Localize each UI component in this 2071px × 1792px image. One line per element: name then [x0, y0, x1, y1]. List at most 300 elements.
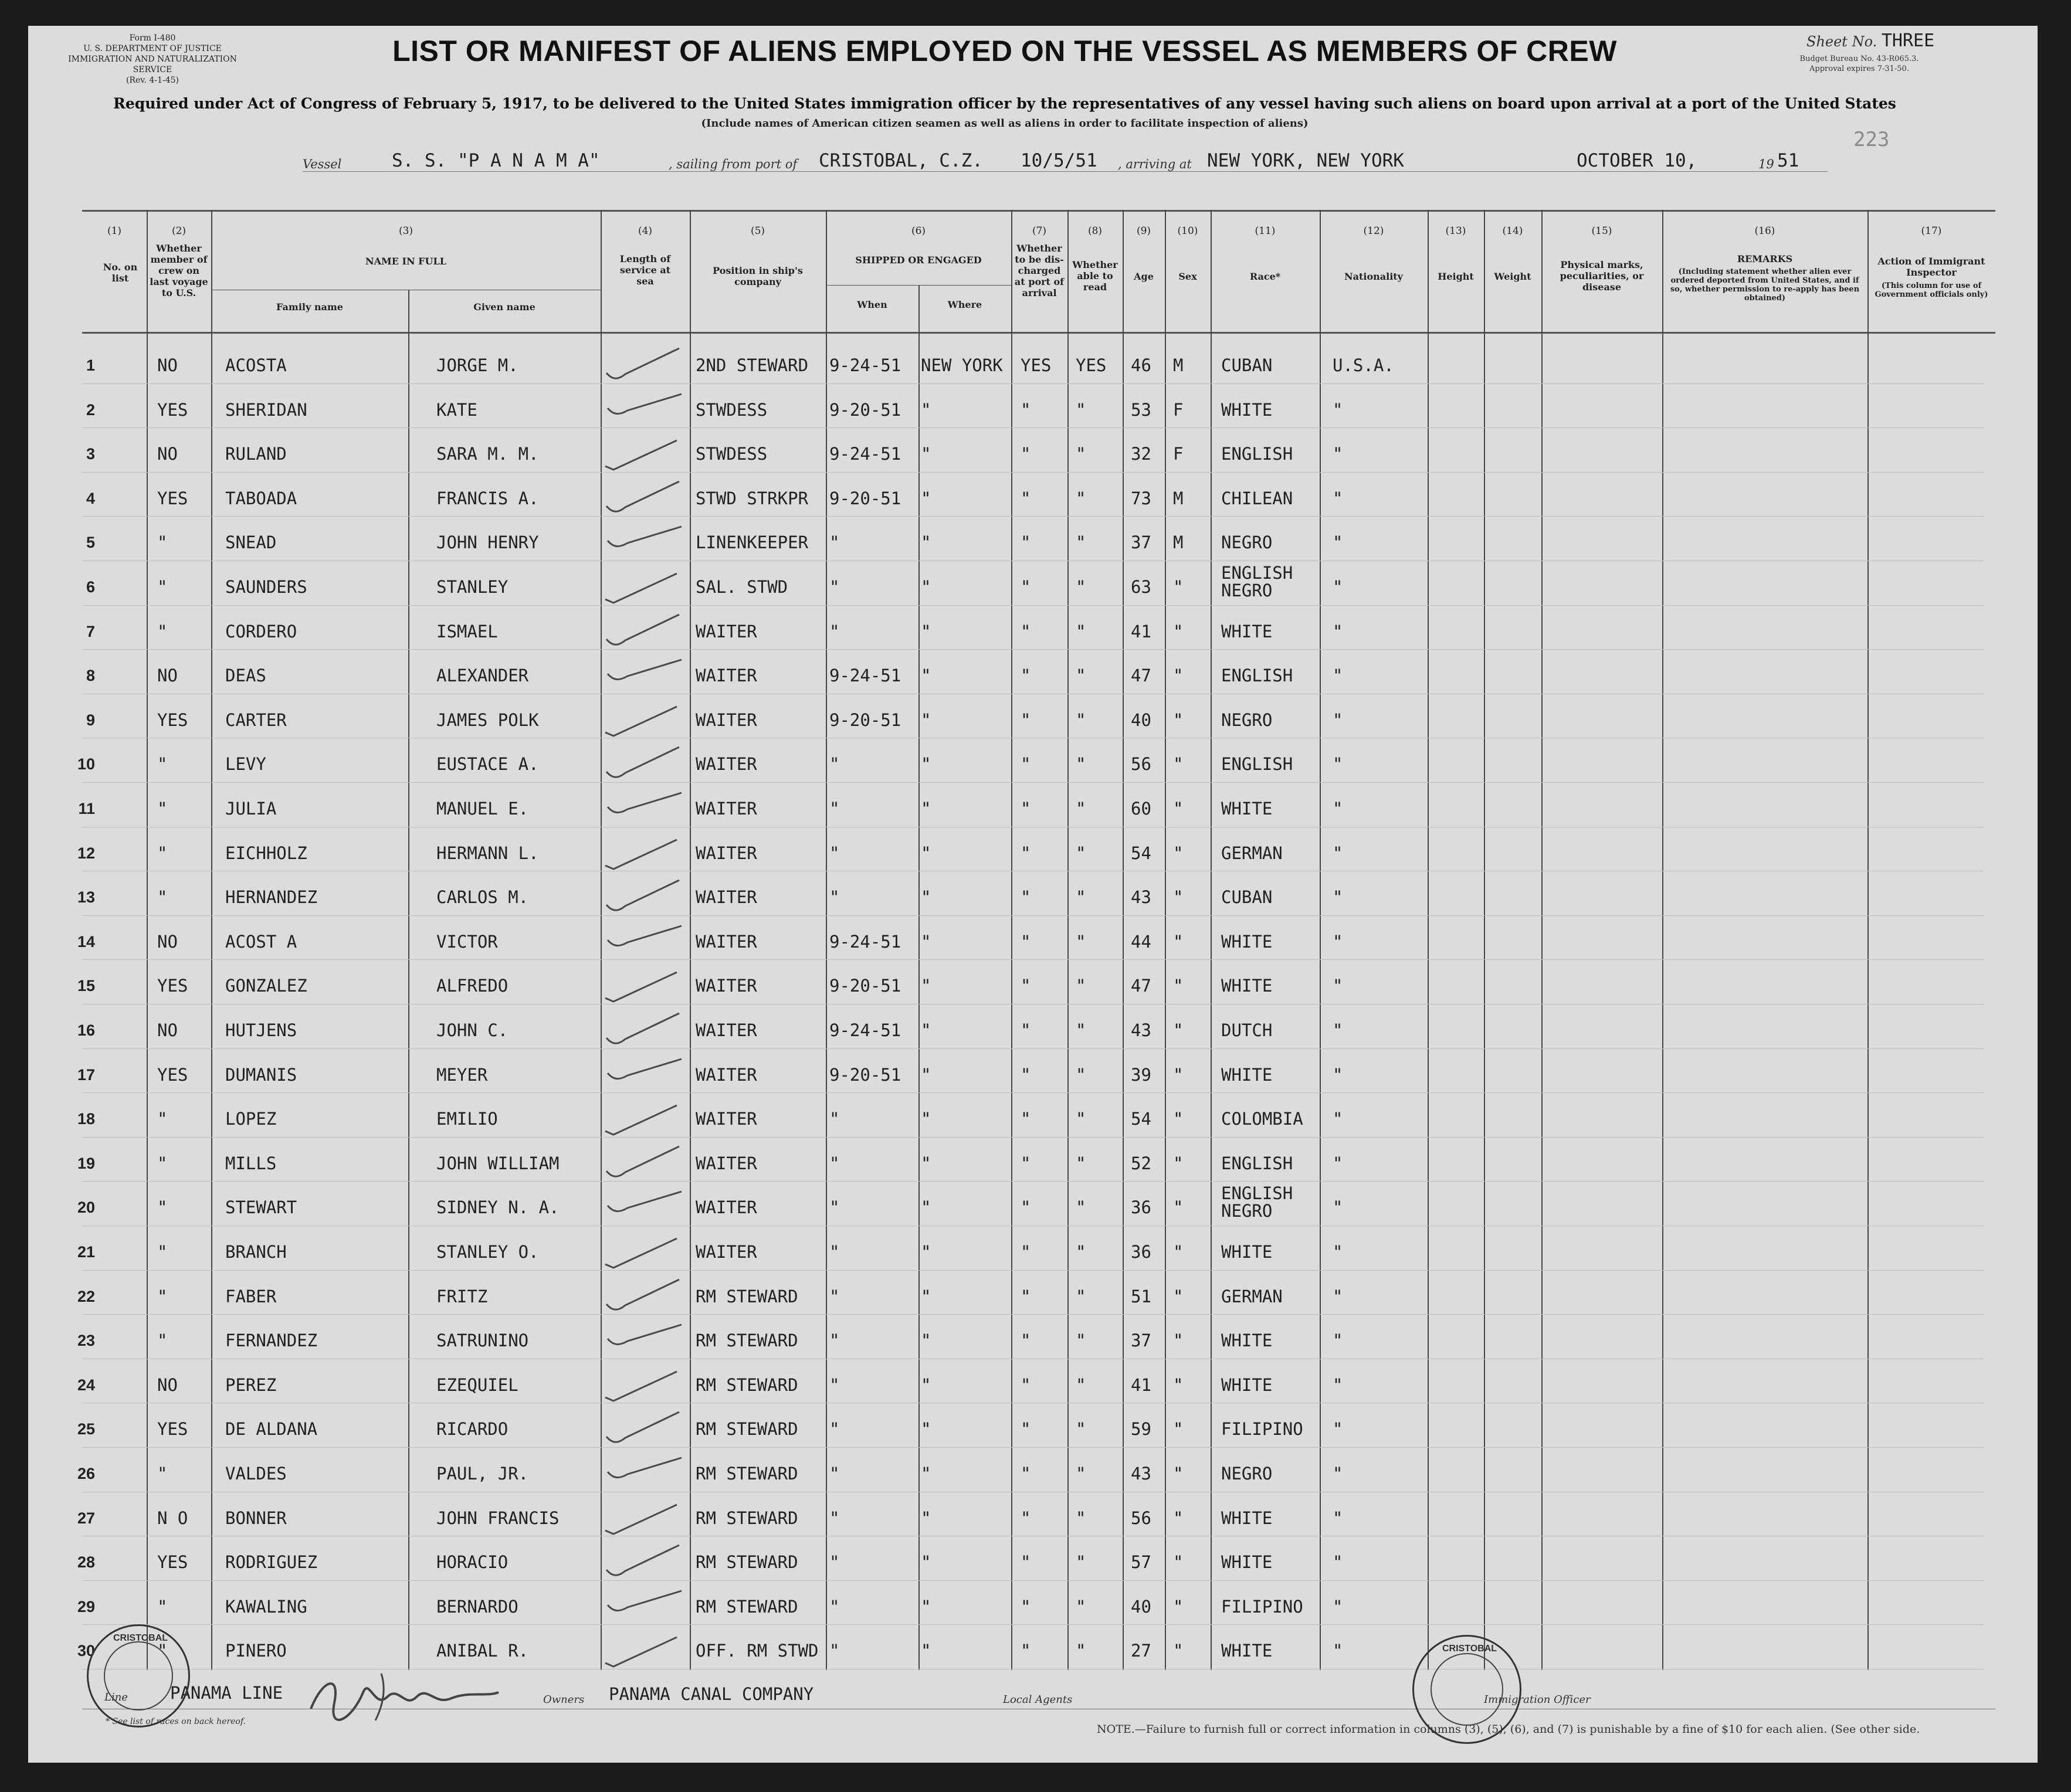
- cell-age: 37: [1131, 1331, 1151, 1351]
- arriving-label: , arriving at: [1118, 157, 1192, 171]
- column-divider: [408, 290, 409, 1670]
- row-number: 26: [77, 1465, 95, 1482]
- cell-read: ": [1076, 1374, 1086, 1395]
- local-agents-label: Local Agents: [1003, 1693, 1073, 1706]
- cell-nationality: ": [1333, 1508, 1343, 1528]
- cell-race: WHITE: [1221, 1508, 1273, 1528]
- col-1-header: No. on list: [103, 262, 138, 284]
- cell-discharged: ": [1021, 1331, 1031, 1351]
- col-16-header: REMARKS: [1737, 253, 1793, 264]
- owners-value: PANAMA CANAL COMPANY: [609, 1684, 814, 1704]
- fine-note: NOTE.—Failure to furnish full or correct information in columns (3), (5), (6), and (7) is punishable by a fine of $10 for each alien. (See other side.: [1097, 1723, 1920, 1736]
- cell-age: 54: [1131, 843, 1151, 863]
- row-number: 19: [77, 1154, 95, 1172]
- cell-nationality: ": [1333, 1286, 1343, 1306]
- cell-discharged: ": [1021, 1020, 1031, 1040]
- vessel-label: Vessel: [303, 157, 342, 171]
- cell-position: RM STEWARD: [696, 1508, 798, 1528]
- cell-sex: ": [1173, 666, 1184, 686]
- check-mark-icon: [602, 1009, 690, 1050]
- cell-nationality: ": [1333, 1641, 1343, 1661]
- cell-position: WAITER: [696, 710, 757, 730]
- cell-family: FERNANDEZ: [225, 1331, 318, 1351]
- cell-nationality: ": [1333, 1153, 1343, 1173]
- cell-discharged: ": [1021, 1641, 1031, 1661]
- cell-sex: ": [1173, 1064, 1184, 1085]
- cell-race: ENGLISH NEGRO: [1221, 563, 1293, 600]
- cell-when: ": [829, 1419, 840, 1440]
- check-mark-icon: [602, 1585, 690, 1626]
- cell-sex: ": [1173, 621, 1184, 642]
- cell-position: WAITER: [696, 1153, 757, 1173]
- cell-position: RM STEWARD: [696, 1331, 798, 1351]
- row-rule: [82, 427, 1984, 428]
- arrival-date: OCTOBER 10,: [1577, 150, 1697, 171]
- cell-given: ISMAEL: [436, 621, 498, 642]
- cell-read: ": [1076, 666, 1086, 686]
- row-rule: [82, 383, 1984, 384]
- cell-prev: YES: [157, 976, 188, 996]
- col-9-number: (9): [1136, 225, 1151, 237]
- col-16-number: (16): [1754, 225, 1775, 237]
- cell-race: GERMAN: [1221, 843, 1283, 863]
- cell-race: CUBAN: [1221, 887, 1273, 908]
- cell-race: CUBAN: [1221, 355, 1273, 375]
- budget-bureau-note: Budget Bureau No. 43-R065.3. Approval expires 7-31-50.: [1799, 55, 1919, 73]
- row-rule: [82, 1270, 1984, 1271]
- row-number: 27: [77, 1509, 95, 1527]
- sailing-port: CRISTOBAL, C.Z.: [819, 150, 983, 171]
- row-number: 4: [86, 489, 95, 507]
- cell-family: DEAS: [225, 666, 266, 686]
- cell-given: PAUL, JR.: [436, 1464, 529, 1484]
- cell-read: ": [1076, 1153, 1086, 1173]
- cell-discharged: ": [1021, 887, 1031, 908]
- cell-position: SAL. STWD: [696, 577, 788, 597]
- cell-discharged: ": [1021, 1064, 1031, 1085]
- cell-age: 73: [1131, 488, 1151, 508]
- cell-when: ": [829, 1242, 840, 1262]
- cell-race: CHILEAN: [1221, 488, 1293, 508]
- include-note: (Include names of American citizen seamen as well as aliens in order to facilitate inspection of aliens): [701, 117, 1309, 130]
- cell-given: EZEQUIEL: [436, 1374, 518, 1395]
- cell-family: DE ALDANA: [225, 1419, 318, 1440]
- row-number: 2: [86, 401, 95, 419]
- cell-given: BERNARDO: [436, 1596, 518, 1617]
- cell-discharged: ": [1021, 1596, 1031, 1617]
- cell-discharged: ": [1021, 799, 1031, 819]
- cell-when: ": [829, 754, 840, 775]
- col-11-header: Race*: [1249, 271, 1281, 282]
- row-rule: [82, 1580, 1984, 1581]
- cell-prev: YES: [157, 488, 188, 508]
- row-rule: [82, 959, 1984, 960]
- col-5-header: Position in ship's company: [713, 265, 803, 287]
- cell-position: WAITER: [696, 1197, 757, 1218]
- cell-nationality: ": [1333, 799, 1343, 819]
- cell-nationality: ": [1333, 488, 1343, 508]
- cell-age: 40: [1131, 1596, 1151, 1617]
- cell-discharged: ": [1021, 577, 1031, 597]
- cell-when: ": [829, 1464, 840, 1484]
- cell-position: RM STEWARD: [696, 1286, 798, 1306]
- column-divider: [1067, 210, 1069, 1670]
- cell-sex: F: [1173, 399, 1184, 420]
- cell-discharged: ": [1021, 931, 1031, 952]
- cell-given: JOHN WILLIAM: [436, 1153, 560, 1173]
- column-divider: [690, 210, 691, 1670]
- cell-when: ": [829, 1641, 840, 1661]
- cell-given: SIDNEY N. A.: [436, 1197, 560, 1218]
- cell-nationality: U.S.A.: [1333, 355, 1394, 375]
- column-divider: [1484, 210, 1485, 1670]
- col-3a-header: Family name: [276, 301, 343, 313]
- cell-where: ": [921, 799, 931, 819]
- check-mark-icon: [602, 831, 690, 873]
- cell-given: JORGE M.: [436, 355, 518, 375]
- col-6b-header: Where: [947, 299, 982, 310]
- col-13-header: Height: [1438, 271, 1474, 282]
- column-divider: [1662, 210, 1663, 1670]
- cell-where: ": [921, 1020, 931, 1040]
- cell-nationality: ": [1333, 931, 1343, 952]
- cell-when: ": [829, 1552, 840, 1573]
- check-mark-icon: [602, 565, 690, 606]
- cell-family: SHERIDAN: [225, 399, 307, 420]
- cell-nationality: ": [1333, 976, 1343, 996]
- cell-given: SARA M. M.: [436, 444, 539, 464]
- cell-age: 56: [1131, 754, 1151, 775]
- row-number: 16: [77, 1021, 95, 1039]
- row-number: 24: [77, 1376, 95, 1394]
- check-mark-icon: [602, 920, 690, 961]
- cell-family: CORDERO: [225, 621, 297, 642]
- cell-nationality: ": [1333, 1596, 1343, 1617]
- row-number: 5: [86, 534, 95, 552]
- cell-position: STWDESS: [696, 444, 768, 464]
- cell-race: NEGRO: [1221, 710, 1273, 730]
- year-suffix: 51: [1777, 150, 1799, 171]
- vessel-name: S. S. "P A N A M A": [392, 150, 600, 171]
- row-number: 18: [77, 1110, 95, 1128]
- cell-given: VICTOR: [436, 931, 498, 952]
- cell-position: WAITER: [696, 1242, 757, 1262]
- cell-sex: ": [1173, 1552, 1184, 1573]
- cell-when: ": [829, 1286, 840, 1306]
- cell-read: ": [1076, 1331, 1086, 1351]
- sailing-label: , sailing from port of: [669, 157, 798, 171]
- col-8-number: (8): [1087, 225, 1103, 237]
- cell-given: RICARDO: [436, 1419, 509, 1440]
- check-mark-icon: [602, 432, 690, 473]
- cell-read: ": [1076, 799, 1086, 819]
- cell-nationality: ": [1333, 532, 1343, 553]
- cell-where: ": [921, 887, 931, 908]
- check-mark-icon: [602, 1540, 690, 1581]
- cell-when: ": [829, 843, 840, 863]
- col-10-header: Sex: [1178, 271, 1197, 282]
- col-6-number: (6): [911, 225, 926, 237]
- cell-age: 32: [1131, 444, 1151, 464]
- cell-nationality: ": [1333, 399, 1343, 420]
- cell-race: WHITE: [1221, 976, 1273, 996]
- col-4-header: Length of service at sea: [619, 253, 671, 287]
- cell-family: VALDES: [225, 1464, 287, 1484]
- column-divider: [1123, 210, 1124, 1670]
- row-number: 25: [77, 1420, 95, 1438]
- cell-age: 44: [1131, 931, 1151, 952]
- cell-family: BONNER: [225, 1508, 287, 1528]
- cell-nationality: ": [1333, 754, 1343, 775]
- cell-nationality: ": [1333, 1064, 1343, 1085]
- col-8-header: Whether able to read: [1072, 259, 1118, 293]
- cell-where: ": [921, 1552, 931, 1573]
- cell-position: WAITER: [696, 666, 757, 686]
- check-mark-icon: [602, 1053, 690, 1094]
- cell-race: ENGLISH: [1221, 444, 1293, 464]
- check-mark-icon: [602, 742, 690, 783]
- cell-race: WHITE: [1221, 1552, 1273, 1573]
- row-number: 11: [78, 800, 95, 817]
- cell-when: ": [829, 1374, 840, 1395]
- cell-race: WHITE: [1221, 621, 1273, 642]
- row-rule: [82, 649, 1984, 650]
- cell-when: 9-24-51: [829, 931, 901, 952]
- cell-when: ": [829, 1596, 840, 1617]
- cell-when: ": [829, 799, 840, 819]
- cell-given: FRITZ: [436, 1286, 488, 1306]
- cell-race: WHITE: [1221, 931, 1273, 952]
- cell-sex: M: [1173, 355, 1184, 375]
- cell-position: WAITER: [696, 931, 757, 952]
- cell-family: RULAND: [225, 444, 287, 464]
- cell-position: WAITER: [696, 754, 757, 775]
- cell-prev: ": [157, 1286, 168, 1306]
- row-rule: [82, 782, 1984, 783]
- cell-discharged: ": [1021, 488, 1031, 508]
- column-divider: [1320, 210, 1321, 1670]
- cell-race: COLOMBIA: [1221, 1109, 1303, 1129]
- column-divider: [147, 210, 148, 1670]
- cell-race: WHITE: [1221, 399, 1273, 420]
- cell-race: WHITE: [1221, 799, 1273, 819]
- cell-prev: ": [157, 799, 168, 819]
- row-number: 7: [86, 622, 95, 640]
- cell-where: ": [921, 1331, 931, 1351]
- cell-age: 43: [1131, 1020, 1151, 1040]
- cell-prev: NO: [157, 1374, 178, 1395]
- cell-where: ": [921, 1419, 931, 1440]
- cell-nationality: ": [1333, 1464, 1343, 1484]
- cell-nationality: ": [1333, 444, 1343, 464]
- cell-age: 51: [1131, 1286, 1151, 1306]
- cell-prev: ": [157, 1242, 168, 1262]
- cell-discharged: ": [1021, 843, 1031, 863]
- cell-read: ": [1076, 843, 1086, 863]
- row-rule: [82, 516, 1984, 517]
- cell-sex: ": [1173, 710, 1184, 730]
- row-rule: [82, 1181, 1984, 1182]
- cell-position: WAITER: [696, 887, 757, 908]
- cell-where: ": [921, 532, 931, 553]
- port-stamp-right: CRISTOBAL: [1412, 1635, 1521, 1744]
- cell-age: 36: [1131, 1242, 1151, 1262]
- cell-race: NEGRO: [1221, 532, 1273, 553]
- cell-prev: ": [157, 621, 168, 642]
- line-label: Line: [104, 1691, 128, 1703]
- cell-position: STWDESS: [696, 399, 768, 420]
- cell-given: ANIBAL R.: [436, 1641, 529, 1661]
- cell-discharged: ": [1021, 1419, 1031, 1440]
- row-number: 9: [86, 711, 95, 729]
- cell-family: HUTJENS: [225, 1020, 297, 1040]
- cell-nationality: ": [1333, 1331, 1343, 1351]
- col-5-number: (5): [750, 225, 765, 237]
- check-mark-icon: [602, 344, 690, 385]
- cell-given: MEYER: [436, 1064, 488, 1085]
- col-6a-header: When: [857, 299, 887, 310]
- cell-when: ": [829, 1331, 840, 1351]
- cell-nationality: ": [1333, 1020, 1343, 1040]
- check-mark-icon: [602, 1363, 690, 1404]
- cell-sex: ": [1173, 1374, 1184, 1395]
- check-mark-icon: [602, 654, 690, 695]
- cell-sex: ": [1173, 1596, 1184, 1617]
- col-9-header: Age: [1134, 271, 1154, 282]
- cell-where: ": [921, 843, 931, 863]
- cell-when: ": [829, 577, 840, 597]
- column-divider: [1165, 210, 1166, 1670]
- cell-sex: ": [1173, 887, 1184, 908]
- row-number: 17: [77, 1065, 95, 1084]
- cell-read: ": [1076, 1552, 1086, 1573]
- cell-sex: ": [1173, 1419, 1184, 1440]
- cell-given: JAMES POLK: [436, 710, 539, 730]
- row-rule: [82, 1624, 1984, 1625]
- cell-prev: ": [157, 532, 168, 553]
- cell-family: PINERO: [225, 1641, 287, 1661]
- legal-requirement: Required under Act of Congress of February 5, 1917, to be delivered to the United States immigration officer by the representatives of any vessel having such aliens on board upon arrival at a port of the United States: [113, 95, 1896, 112]
- cell-position: WAITER: [696, 1020, 757, 1040]
- cell-given: JOHN HENRY: [436, 532, 539, 553]
- cell-read: ": [1076, 532, 1086, 553]
- cell-sex: ": [1173, 1464, 1184, 1484]
- column-divider: [1428, 210, 1429, 1670]
- cell-given: SATRUNINO: [436, 1331, 529, 1351]
- cell-prev: ": [157, 1596, 168, 1617]
- cell-position: WAITER: [696, 621, 757, 642]
- cell-age: 54: [1131, 1109, 1151, 1129]
- cell-where: ": [921, 931, 931, 952]
- cell-given: HERMANN L.: [436, 843, 539, 863]
- cell-age: 53: [1131, 399, 1151, 420]
- cell-sex: ": [1173, 1197, 1184, 1218]
- cell-where: ": [921, 976, 931, 996]
- check-mark-icon: [602, 1142, 690, 1183]
- row-rule: [82, 1048, 1984, 1049]
- cell-where: ": [921, 754, 931, 775]
- cell-position: STWD STRKPR: [696, 488, 809, 508]
- cell-read: ": [1076, 710, 1086, 730]
- cell-age: 59: [1131, 1419, 1151, 1440]
- cell-age: 63: [1131, 577, 1151, 597]
- cell-prev: YES: [157, 1552, 188, 1573]
- row-number: 3: [86, 445, 95, 463]
- row-number: 8: [86, 667, 95, 685]
- cell-position: WAITER: [696, 1109, 757, 1129]
- cell-discharged: ": [1021, 1552, 1031, 1573]
- cell-where: ": [921, 1508, 931, 1528]
- cell-read: ": [1076, 1197, 1086, 1218]
- column-divider: [211, 210, 212, 1670]
- cell-when: 9-24-51: [829, 1020, 901, 1040]
- cell-where: ": [921, 399, 931, 420]
- cell-sex: F: [1173, 444, 1184, 464]
- cell-given: STANLEY: [436, 577, 509, 597]
- cell-when: 9-20-51: [829, 399, 901, 420]
- cell-race: ENGLISH: [1221, 1153, 1293, 1173]
- cell-read: ": [1076, 1419, 1086, 1440]
- cell-sex: ": [1173, 1020, 1184, 1040]
- cell-race: WHITE: [1221, 1064, 1273, 1085]
- check-mark-icon: [602, 1275, 690, 1316]
- cell-where: ": [921, 1641, 931, 1661]
- cell-given: ALFREDO: [436, 976, 509, 996]
- col-2-header: Whether member of crew on last voyage to U.S.: [150, 243, 208, 298]
- col-15-number: (15): [1591, 225, 1612, 237]
- cell-prev: ": [157, 754, 168, 775]
- cell-family: FABER: [225, 1286, 277, 1306]
- cell-race: ENGLISH: [1221, 666, 1293, 686]
- cell-discharged: ": [1021, 1109, 1031, 1129]
- row-number: 20: [77, 1199, 95, 1217]
- cell-where: ": [921, 621, 931, 642]
- cell-when: ": [829, 1153, 840, 1173]
- cell-sex: ": [1173, 1153, 1184, 1173]
- port-stamp-left: CRISTOBAL: [87, 1624, 190, 1727]
- cell-when: ": [829, 1109, 840, 1129]
- cell-prev: NO: [157, 1020, 178, 1040]
- cell-prev: YES: [157, 399, 188, 420]
- cell-given: EUSTACE A.: [436, 754, 539, 775]
- cell-when: 9-20-51: [829, 976, 901, 996]
- cell-family: RODRIGUEZ: [225, 1552, 318, 1573]
- line-value: PANAMA LINE: [170, 1683, 283, 1703]
- cell-age: 43: [1131, 887, 1151, 908]
- cell-discharged: ": [1021, 1508, 1031, 1528]
- column-divider: [918, 285, 920, 1670]
- sheet-number: Sheet No. THREE: [1806, 30, 1935, 51]
- table-header-border: [82, 332, 1995, 334]
- cell-prev: NO: [157, 444, 178, 464]
- cell-discharged: ": [1021, 666, 1031, 686]
- column-divider: [1867, 210, 1869, 1670]
- cell-sex: ": [1173, 1641, 1184, 1661]
- cell-when: 9-24-51: [829, 666, 901, 686]
- check-mark-icon: [602, 477, 690, 518]
- row-number: 29: [77, 1597, 95, 1615]
- cell-discharged: ": [1021, 532, 1031, 553]
- cell-prev: NO: [157, 666, 178, 686]
- document-title: LIST OR MANIFEST OF ALIENS EMPLOYED ON THE VESSEL AS MEMBERS OF CREW: [392, 35, 1617, 67]
- cell-prev: ": [157, 1109, 168, 1129]
- column-divider: [826, 210, 827, 1670]
- col-15-header: Physical marks, peculiarities, or disease: [1560, 259, 1644, 293]
- cell-nationality: ": [1333, 1552, 1343, 1573]
- row-number: 14: [77, 932, 95, 951]
- cell-position: RM STEWARD: [696, 1419, 798, 1440]
- cell-nationality: ": [1333, 1419, 1343, 1440]
